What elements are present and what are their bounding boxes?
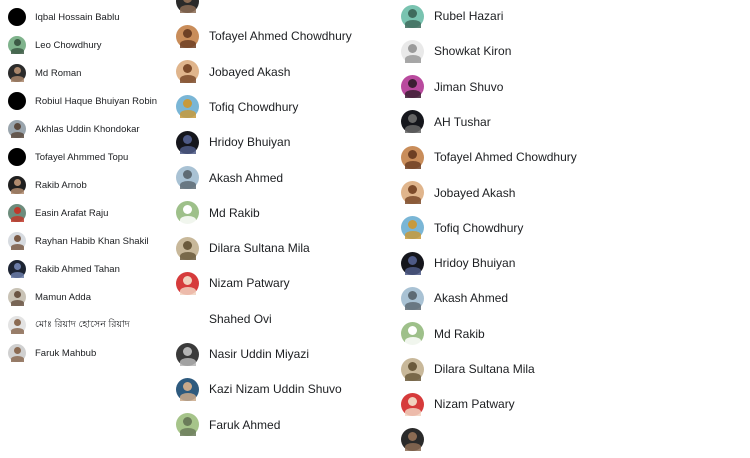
- friend-name: Iqbal Hossain Bablu: [35, 11, 120, 23]
- avatar: [8, 92, 26, 110]
- friend-name: Nizam Patwary: [434, 397, 515, 412]
- friend-name: Easin Arafat Raju: [35, 207, 109, 219]
- friend-name: Nasir Uddin Miyazi: [209, 347, 310, 361]
- friend-list-item[interactable]: [0, 339, 165, 367]
- friend-name: Dilara Sultana Mila: [209, 241, 310, 256]
- friend-name: Faruk Ahmed: [209, 417, 281, 432]
- friend-list-item[interactable]: [0, 171, 165, 199]
- friend-name: Shahed Ovi: [209, 311, 272, 326]
- avatar: [401, 5, 424, 28]
- avatar: [401, 322, 424, 345]
- avatar: [176, 413, 199, 436]
- friend-name: Tofayel Ahmed Chowdhury: [209, 29, 352, 44]
- avatar: [8, 204, 26, 222]
- friend-list-middle: [168, 0, 393, 450]
- friend-list-item[interactable]: [393, 422, 750, 458]
- avatar: [401, 75, 424, 98]
- friend-name: Akash Ahmed: [209, 170, 284, 185]
- friend-name: Nizam Patwary: [209, 276, 290, 291]
- avatar: [401, 110, 424, 133]
- friend-name: Leo Chowdhury: [35, 39, 102, 51]
- friend-name: Hridoy Bhuiyan: [434, 256, 516, 271]
- friend-list-item[interactable]: [393, 280, 750, 316]
- friend-list-item[interactable]: [0, 115, 165, 143]
- friend-list-item[interactable]: [0, 255, 165, 283]
- friend-name: Hridoy Bhuiyan: [209, 135, 291, 150]
- avatar: [8, 64, 26, 82]
- avatar: [8, 232, 26, 250]
- avatar: [176, 307, 199, 330]
- avatar: [401, 252, 424, 275]
- avatar: [401, 40, 424, 63]
- friend-name: Rakib Arnob: [35, 179, 87, 191]
- friend-list-item[interactable]: [168, 0, 393, 19]
- friend-name: Md Roman: [35, 67, 82, 79]
- avatar: [8, 260, 26, 278]
- friend-list-item[interactable]: [168, 54, 393, 90]
- avatar: [176, 131, 199, 154]
- friend-name: Robiul Haque Bhuiyan Robin: [35, 95, 157, 107]
- avatar: [401, 146, 424, 169]
- avatar: [176, 272, 199, 295]
- friend-list-item[interactable]: [393, 33, 750, 69]
- friend-list-item[interactable]: [0, 143, 165, 171]
- avatar: [8, 148, 26, 166]
- avatar: [176, 0, 199, 13]
- friend-list-item[interactable]: [168, 371, 393, 407]
- friend-name: Rayhan Habib Khan Shakil: [35, 235, 149, 247]
- friend-list-item[interactable]: [0, 311, 165, 339]
- avatar: [401, 181, 424, 204]
- friend-list-item[interactable]: [393, 175, 750, 211]
- friend-list-item[interactable]: [0, 87, 165, 115]
- friend-name: Jobayed Akash: [434, 185, 516, 200]
- friend-name: Jiman Shuvo: [434, 79, 504, 94]
- avatar: [8, 176, 26, 194]
- friend-list-item[interactable]: [168, 195, 393, 231]
- friend-list-item[interactable]: [168, 18, 393, 54]
- friend-list-item[interactable]: [393, 69, 750, 105]
- avatar: [176, 166, 199, 189]
- avatar: [176, 25, 199, 48]
- friend-list-item[interactable]: [168, 124, 393, 160]
- avatar: [401, 358, 424, 381]
- avatar: [176, 95, 199, 118]
- friend-name: Md Rakib: [434, 326, 485, 341]
- friend-list-right: [393, 0, 750, 432]
- friend-name: Jobayed Akash: [209, 64, 291, 79]
- friend-name: AH Tushar: [434, 114, 491, 129]
- avatar: [176, 201, 199, 224]
- friend-list-item[interactable]: [168, 89, 393, 125]
- friend-list-item[interactable]: [393, 0, 750, 34]
- friend-name: Rakib Ahmed Tahan: [35, 263, 120, 275]
- friend-list-item[interactable]: [0, 3, 165, 31]
- friend-list-item[interactable]: [0, 199, 165, 227]
- avatar: [401, 428, 424, 451]
- friend-list-item[interactable]: [393, 245, 750, 281]
- friend-list-item[interactable]: [168, 160, 393, 196]
- friend-list-item[interactable]: [393, 210, 750, 246]
- friend-list-item[interactable]: [168, 407, 393, 443]
- avatar: [8, 8, 26, 26]
- avatar: [176, 378, 199, 401]
- friend-list-item[interactable]: [393, 104, 750, 140]
- friend-list-item[interactable]: [393, 139, 750, 175]
- friend-name: Mamun Adda: [35, 291, 91, 303]
- avatar: [8, 36, 26, 54]
- avatar: [176, 237, 199, 260]
- friend-name: Rubel Hazari: [434, 9, 504, 23]
- friend-name: Faruk Mahbub: [35, 347, 97, 359]
- friend-list-item[interactable]: [393, 316, 750, 352]
- friend-list-item[interactable]: [393, 386, 750, 422]
- friend-list-item[interactable]: [168, 336, 393, 372]
- friend-list-item[interactable]: [168, 301, 393, 337]
- friend-name: Tofiq Chowdhury: [209, 99, 299, 114]
- friend-name: মোঃ রিয়াদ হোসেন রিয়াদ: [35, 318, 130, 330]
- friend-name: Kazi Nizam Uddin Shuvo: [209, 382, 342, 397]
- friend-list-item[interactable]: [393, 351, 750, 387]
- friend-list-item[interactable]: [0, 59, 165, 87]
- friend-name: Akash Ahmed: [434, 291, 509, 306]
- friend-name: Tofiq Chowdhury: [434, 220, 524, 235]
- avatar: [401, 287, 424, 310]
- friend-name: Md Rakib: [209, 205, 260, 220]
- avatar: [8, 288, 26, 306]
- avatar: [401, 216, 424, 239]
- friend-list-item[interactable]: [0, 31, 165, 59]
- friend-list-small: [0, 0, 165, 359]
- avatar: [8, 344, 26, 362]
- friend-list-item[interactable]: [168, 230, 393, 266]
- friend-name: Tofayel Ahmed Chowdhury: [434, 150, 577, 165]
- friend-name: Dilara Sultana Mila: [434, 362, 535, 376]
- friend-list-item[interactable]: [0, 283, 165, 311]
- avatar: [401, 393, 424, 416]
- friend-name: Akhlas Uddin Khondokar: [35, 123, 140, 135]
- friend-name: Tofayel Ahmmed Topu: [35, 151, 129, 163]
- avatar: [176, 60, 199, 83]
- friend-list-item[interactable]: [0, 227, 165, 255]
- avatar: [8, 120, 26, 138]
- friend-list-item[interactable]: [168, 265, 393, 301]
- friend-name: Showkat Kiron: [434, 44, 512, 59]
- avatar: [8, 316, 26, 334]
- avatar: [176, 343, 199, 366]
